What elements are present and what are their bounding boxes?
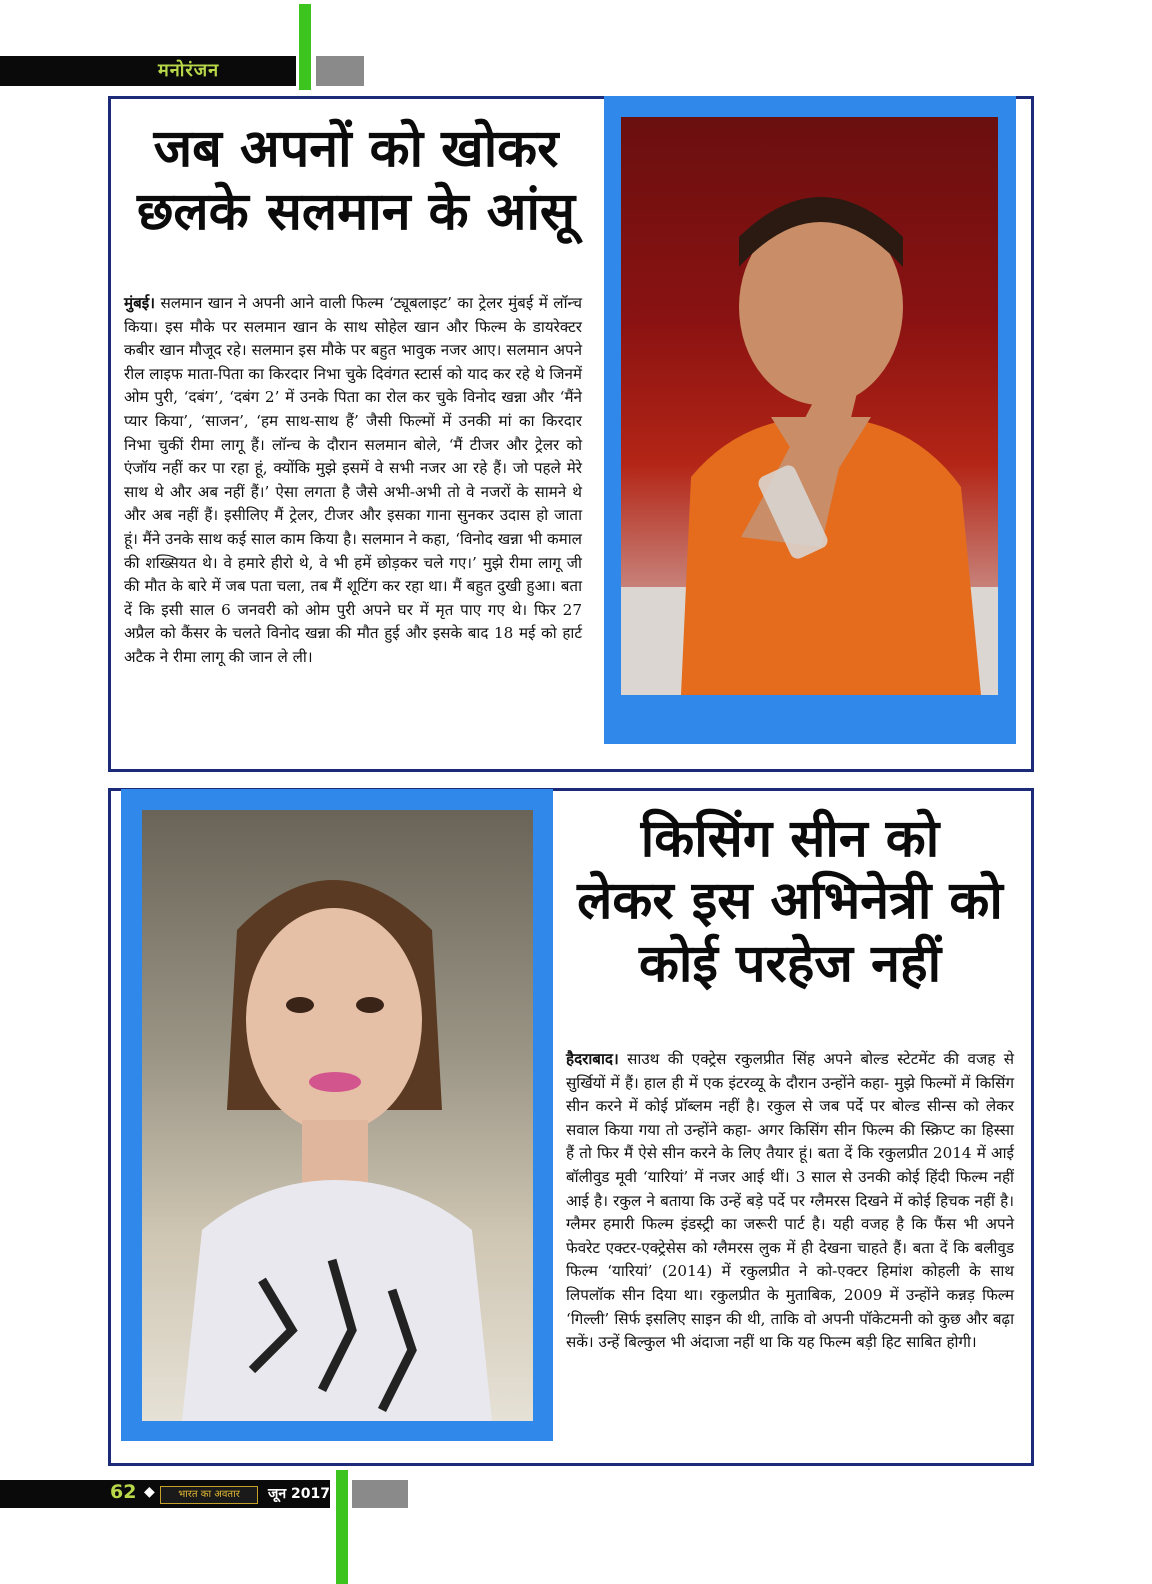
salman-khan-photo bbox=[621, 117, 998, 695]
article-body-rakul bbox=[566, 1048, 1014, 1355]
header-gray-block bbox=[316, 56, 364, 86]
rakul-photo-illustration bbox=[142, 810, 533, 1421]
salman-photo-illustration bbox=[621, 117, 998, 695]
footer-separator: ◆ bbox=[144, 1484, 155, 1500]
page-number: 62 bbox=[110, 1481, 137, 1503]
section-header-bar bbox=[0, 56, 296, 86]
issue-date: जून 2017 bbox=[268, 1486, 330, 1502]
body-text-salman: सलमान खान ने अपनी आने वाली फिल्म ‘ट्यूबलाइट’ का ट्रेलर मुंबई में लॉन्च किया। इस मौके पर सलमान खान के साथ सोहेल खान और फिल्म के डायरेक्टर कबीर खान मौजूद रहे। सलमान इस मौके पर बहुत भावुक नजर आए। सलमान अपने रील लाइफ माता-पिता का किरदार निभा चुके दिवंगत स्टार्स को याद कर रहे थे जिनमें ओम पुरी, ‘दबंग’, ‘दबंग 2’ में उनके पिता का रोल कर चुके विनोद खन्ना और ‘मैंने प्यार किया’, ‘साजन’, ‘हम साथ-साथ हैं’ जैसी फिल्मों में उनकी मां का किरदार निभा चुकीं रीमा लागू हैं। लॉन्च के दौरान सलमान बोले, ‘मैं टीजर और ट्रेलर को एंजॉय नहीं कर पा रहा हूं, क्योंकि मुझे इसमें वे सभी नजर आ रहे हैं। जो पहले मेरे साथ थे और अब नहीं हैं।’ ऐसा लगता है जैसे अभी-अभी तो वे नजरों के सामने थे और अब नहीं हैं। इसीलिए मैं ट्रेलर, टीजर और इसका गाना सुनकर उदास हो जाता हूं। मैंने उनके साथ कई साल काम किया है। सलमान ने कहा, ‘विनोद खन्ना भी कमाल की शख्सियत थे। वे हमारे हीरो थे, वे भी हमें छोड़कर चले गए।’ मुझे रीमा लागू जी की मौत के बारे में जब पता चला, तब मैं शूटिंग कर रहा था। मैं बहुत दुखी हुआ। बता दें कि इसी साल 6 जनवरी को ओम पुरी अपने घर में मृत पाए गए थे। फिर 27 अप्रैल को कैंसर के चलते विनोद खन्ना की मौत हुई और इसके बाद 18 मई को हार्ट अटैक ने रीमा लागू की जान ले ली। bbox=[124, 294, 583, 666]
body-text-rakul: साउथ की एक्ट्रेस रकुलप्रीत सिंह अपने बोल्ड स्टेटमेंट की वजह से सुर्खियों में हैं। हाल ही में एक इंटरव्यू के दौरान उन्होंने कहा- मुझे फिल्मों में किसिंग सीन करने में कोई प्रॉब्लम नहीं है। रकुल से जब पर्दे पर बोल्ड सीन्स को लेकर सवाल किया गया तो उन्होंने कहा- अगर किसिंग सीन फिल्म की स्क्रिप्ट का हिस्सा हैं तो फिर मैं ऐसे सीन करने के लिए तैयार हूं। बता दें कि रकुलप्रीत 2014 में आई बॉलीवुड मूवी ‘यारियां’ में नजर आई थीं। 3 साल से उनकी कोई हिंदी फिल्म नहीं आई है। रकुल ने बताया कि उन्हें बड़े पर्दे पर ग्लैमरस दिखने में कोई हिचक नहीं है। ग्लैमर हमारी फिल्म इंडस्ट्री का जरूरी पार्ट है। यही वजह है कि फैंस भी अपने फेवरेट एक्टर-एक्ट्रेसेस को ग्लैमरस लुक में ही देखना चाहते हैं। बता दें कि बलीवुड फिल्म ‘यारियां’ (2014) में रकुलप्रीत ने को-एक्टर हिमांश कोहली के साथ लिपलॉक सीन दिया था। रकुलप्रीत के मुताबिक, 2009 में उन्होंने कन्नड़ फिल्म ‘गिल्ली’ सिर्फ इसलिए साइन की थी, ताकि वो अपनी पॉकेटमनी को कुछ और बढ़ा सकें। उन्हें बिल्कुल भी अंदाजा नहीं था कि यह फिल्म बड़ी हिट साबित होगी। bbox=[566, 1050, 1014, 1352]
headline-salman-line1: जब अपनों को खोकर bbox=[153, 119, 559, 179]
dateline-hyderabad: हैदराबाद। bbox=[566, 1050, 619, 1068]
headline-salman-line2: छलके सलमान के आंसू bbox=[136, 182, 576, 243]
headline-rakul bbox=[560, 808, 1020, 995]
headline-rakul-line3: कोई परहेज नहीं bbox=[638, 933, 942, 994]
footer-green-accent bbox=[336, 1470, 348, 1584]
headline-salman bbox=[118, 118, 594, 245]
article-body-salman bbox=[124, 292, 582, 670]
dateline-mumbai: मुंबई। bbox=[124, 294, 155, 312]
rakul-preet-photo bbox=[142, 810, 533, 1421]
headline-rakul-line2: लेकर इस अभिनेत्री को bbox=[577, 871, 1003, 932]
section-label: मनोरंजन bbox=[158, 60, 220, 81]
header-green-accent bbox=[299, 4, 311, 90]
headline-rakul-line1: किसिंग सीन को bbox=[640, 809, 940, 869]
footer-gray-block bbox=[352, 1480, 408, 1508]
magazine-logo: भारत का अवतार bbox=[160, 1486, 258, 1504]
